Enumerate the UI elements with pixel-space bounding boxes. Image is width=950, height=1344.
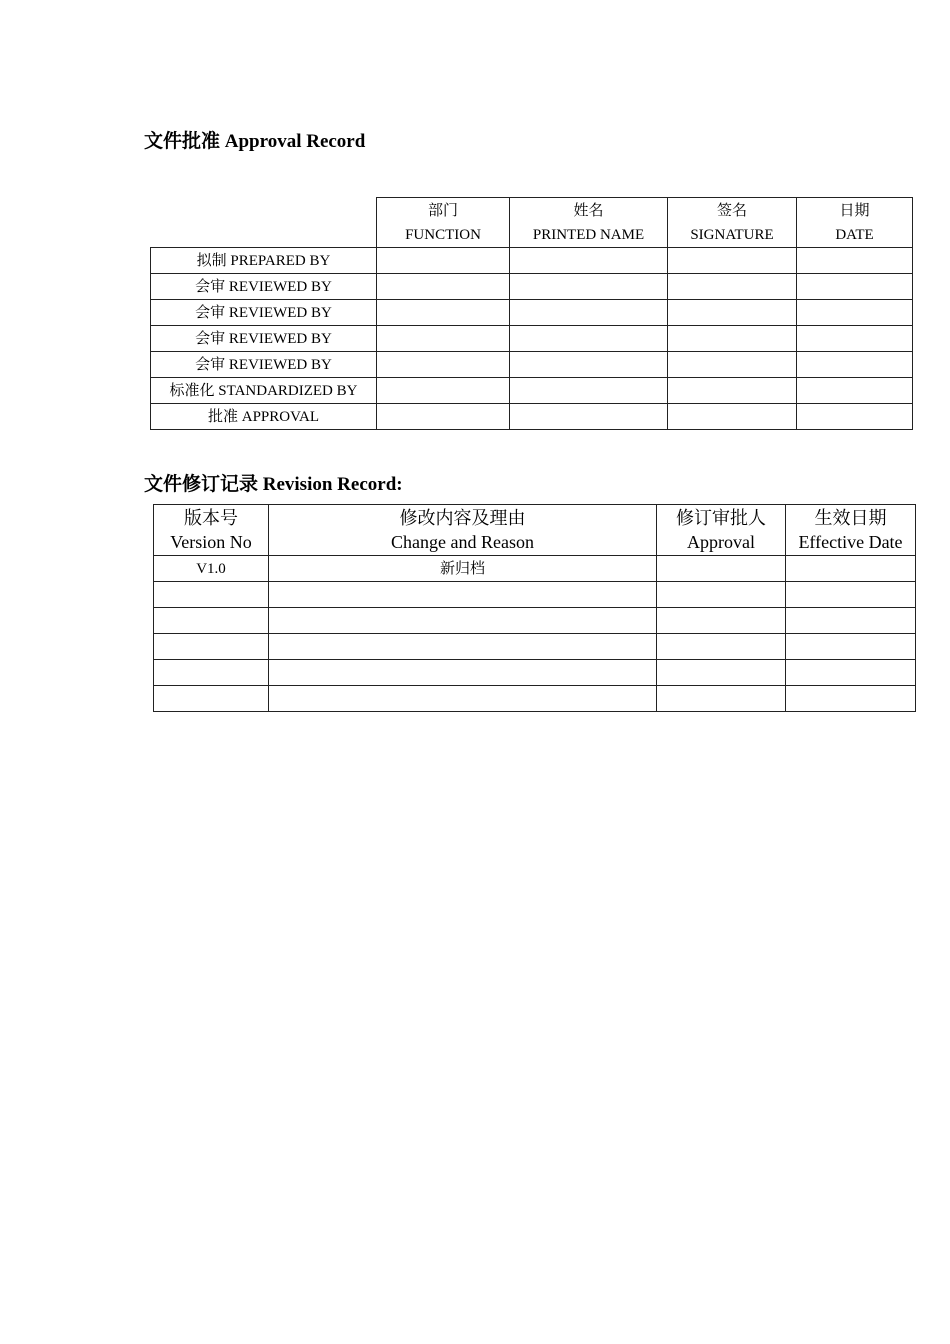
signature-cell[interactable] xyxy=(668,300,797,326)
change-cell[interactable] xyxy=(269,660,657,686)
printed-name-cell[interactable] xyxy=(510,300,668,326)
date-cell[interactable] xyxy=(797,404,913,430)
approval-cell[interactable] xyxy=(657,582,786,608)
revision-row xyxy=(154,660,916,686)
change-cell[interactable] xyxy=(269,634,657,660)
approval-row-reviewed-1 xyxy=(151,274,913,300)
revision-col-approval xyxy=(657,505,786,556)
approval-row-label: 会审 REVIEWED BY xyxy=(151,274,377,300)
function-cell[interactable] xyxy=(377,352,510,378)
printed-name-cell[interactable] xyxy=(510,378,668,404)
col-label-zh: 日期 xyxy=(839,202,870,219)
change-cell[interactable] xyxy=(269,686,657,712)
approval-row-reviewed-4 xyxy=(151,352,913,378)
revision-record-title: 文件修订记录 Revision Record: xyxy=(144,474,403,495)
approval-col-date xyxy=(797,198,913,248)
col-label-en: DATE xyxy=(835,226,874,243)
version-cell[interactable] xyxy=(154,660,269,686)
approval-row-reviewed-3 xyxy=(151,326,913,352)
date-cell[interactable] xyxy=(797,274,913,300)
approval-header-corner xyxy=(151,198,377,248)
col-label-zh: 版本号 xyxy=(184,508,238,528)
version-cell[interactable] xyxy=(154,686,269,712)
version-cell[interactable] xyxy=(154,608,269,634)
version-cell[interactable]: V1.0 xyxy=(154,556,269,582)
version-cell[interactable] xyxy=(154,582,269,608)
approval-cell[interactable] xyxy=(657,608,786,634)
col-label-en: Effective Date xyxy=(798,532,903,552)
revision-col-change xyxy=(269,505,657,556)
effective-date-cell[interactable] xyxy=(786,582,916,608)
revision-col-effective-date xyxy=(786,505,916,556)
approval-cell[interactable] xyxy=(657,660,786,686)
function-cell[interactable] xyxy=(377,404,510,430)
function-cell[interactable] xyxy=(377,378,510,404)
approval-col-function xyxy=(377,198,510,248)
effective-date-cell[interactable] xyxy=(786,686,916,712)
date-cell[interactable] xyxy=(797,378,913,404)
approval-cell[interactable] xyxy=(657,556,786,582)
version-cell[interactable] xyxy=(154,634,269,660)
revision-row xyxy=(154,608,916,634)
function-cell[interactable] xyxy=(377,248,510,274)
effective-date-cell[interactable] xyxy=(786,634,916,660)
signature-cell[interactable] xyxy=(668,274,797,300)
col-label-en: Approval xyxy=(687,532,755,552)
approval-row-standardized xyxy=(151,378,913,404)
col-label-en: Version No xyxy=(170,532,252,552)
date-cell[interactable] xyxy=(797,248,913,274)
signature-cell[interactable] xyxy=(668,404,797,430)
effective-date-cell[interactable] xyxy=(786,556,916,582)
approval-row-label: 会审 REVIEWED BY xyxy=(151,352,377,378)
function-cell[interactable] xyxy=(377,300,510,326)
printed-name-cell[interactable] xyxy=(510,248,668,274)
effective-date-cell[interactable] xyxy=(786,608,916,634)
revision-table xyxy=(153,504,916,712)
date-cell[interactable] xyxy=(797,326,913,352)
approval-record-title: 文件批准 Approval Record xyxy=(144,131,366,152)
printed-name-cell[interactable] xyxy=(510,352,668,378)
effective-date-cell[interactable] xyxy=(786,660,916,686)
col-label-en: PRINTED NAME xyxy=(532,226,645,243)
signature-cell[interactable] xyxy=(668,248,797,274)
approval-row-prepared xyxy=(151,248,913,274)
date-cell[interactable] xyxy=(797,300,913,326)
revision-header-row xyxy=(154,505,916,556)
signature-cell[interactable] xyxy=(668,352,797,378)
revision-col-version xyxy=(154,505,269,556)
function-cell[interactable] xyxy=(377,274,510,300)
col-label-en: Change and Reason xyxy=(391,532,534,552)
signature-cell[interactable] xyxy=(668,326,797,352)
approval-cell[interactable] xyxy=(657,686,786,712)
approval-row-label: 批准 APPROVAL xyxy=(151,404,377,430)
printed-name-cell[interactable] xyxy=(510,326,668,352)
change-cell[interactable]: 新归档 xyxy=(269,556,657,582)
change-cell[interactable] xyxy=(269,608,657,634)
signature-cell[interactable] xyxy=(668,378,797,404)
approval-header-row xyxy=(151,198,913,248)
printed-name-cell[interactable] xyxy=(510,274,668,300)
approval-row-approval xyxy=(151,404,913,430)
approval-table xyxy=(150,197,913,430)
change-cell[interactable] xyxy=(269,582,657,608)
col-label-en: FUNCTION xyxy=(405,226,481,243)
col-label-zh: 部门 xyxy=(427,202,458,219)
approval-row-label: 拟制 PREPARED BY xyxy=(151,248,377,274)
printed-name-cell[interactable] xyxy=(510,404,668,430)
col-label-zh: 生效日期 xyxy=(814,508,887,528)
revision-row xyxy=(154,582,916,608)
function-cell[interactable] xyxy=(377,326,510,352)
approval-row-label: 会审 REVIEWED BY xyxy=(151,326,377,352)
col-label-zh: 修改内容及理由 xyxy=(399,508,526,528)
col-label-zh: 姓名 xyxy=(573,202,604,219)
col-label-zh: 修订审批人 xyxy=(676,508,766,528)
col-label-zh: 签名 xyxy=(716,202,747,219)
approval-row-reviewed-2 xyxy=(151,300,913,326)
col-label-en: SIGNATURE xyxy=(690,226,774,243)
approval-cell[interactable] xyxy=(657,634,786,660)
date-cell[interactable] xyxy=(797,352,913,378)
revision-row xyxy=(154,634,916,660)
approval-row-label: 标准化 STANDARDIZED BY xyxy=(151,378,377,404)
revision-row xyxy=(154,686,916,712)
approval-row-label: 会审 REVIEWED BY xyxy=(151,300,377,326)
approval-col-signature xyxy=(668,198,797,248)
revision-row xyxy=(154,556,916,582)
approval-col-printed-name xyxy=(510,198,668,248)
